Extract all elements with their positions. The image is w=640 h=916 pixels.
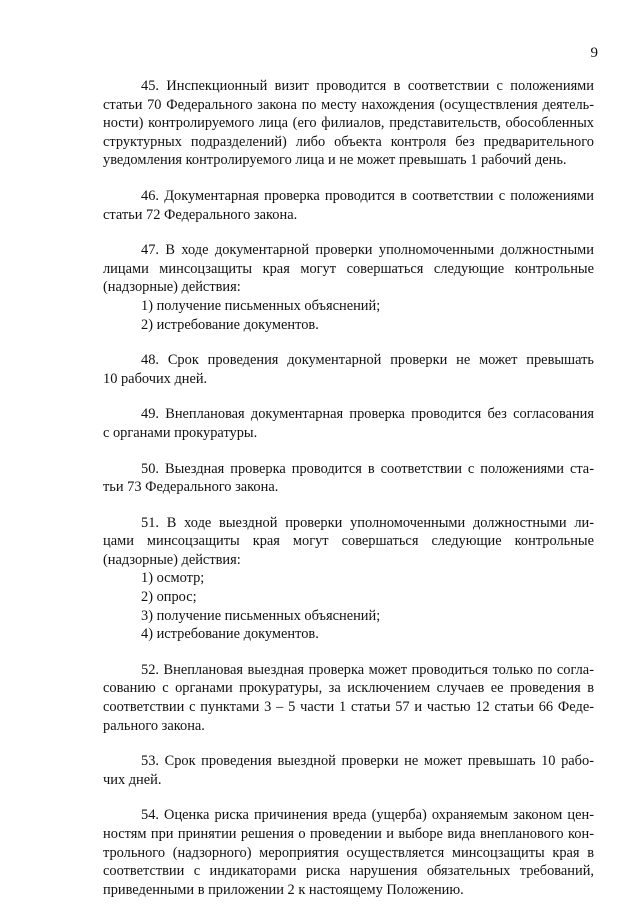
paragraph-line: 45. Инспекционный визит проводится в соответствии с положениями	[141, 78, 594, 94]
paragraph-46	[103, 187, 594, 224]
paragraph-line: цами минсоцзащиты края могут совершаться следующие контрольные	[103, 533, 594, 550]
paragraph-line: 10 рабочих дней.	[103, 370, 208, 387]
document-body	[103, 77, 594, 916]
paragraph-line: рального закона.	[103, 717, 205, 734]
paragraph-48	[103, 351, 594, 388]
paragraph-line: трольного (надзорного) мероприятия осуществляется минсоцзащиты края в	[103, 844, 594, 861]
paragraph-53	[103, 752, 594, 789]
list-item: 1) получение письменных объяснений;	[141, 297, 381, 314]
paragraph-line: 51. В ходе выездной проверки уполномоченными должностными ли-	[141, 514, 594, 531]
paragraph-51	[103, 514, 594, 644]
paragraph-line: соответствии с индикаторами риска нарушения обязательных требований,	[103, 863, 594, 880]
paragraph-line: ностям при принятии решения о проведении и выборе вида внепланового кон-	[103, 826, 594, 842]
paragraph-line: сованию с органами прокуратуры, за исключением случаев ее проведения в	[103, 680, 594, 697]
paragraph-45	[103, 77, 594, 170]
paragraph-line: соответствии с пунктами 3 – 5 части 1 статьи 57 и частью 12 статьи 66 Феде-	[103, 699, 594, 716]
paragraph-line: 49. Внеплановая документарная проверка проводится без согласования	[141, 406, 594, 423]
paragraph-line: 54. Оценка риска причинения вреда (ущерба) охраняемым законом цен-	[141, 807, 594, 824]
paragraph-52	[103, 661, 594, 735]
paragraph-line: структурных подразделений) либо объекта контроля без предварительного	[103, 133, 594, 150]
paragraph-line: 50. Выездная проверка проводится в соответствии с положениями ста-	[141, 460, 594, 477]
paragraph-line: (надзорные) действия:	[103, 279, 241, 296]
paragraph-line: 46. Документарная проверка проводится в соответствии с положениями	[141, 187, 594, 204]
paragraph-line: 53. Срок проведения выездной проверки не может превышать 10 рабо-	[141, 753, 594, 770]
paragraph-line: статьи 70 Федерального закона по месту нахождения (осуществления деятель-	[103, 96, 594, 113]
paragraph-line: 48. Срок проведения документарной проверки не может превышать	[141, 352, 594, 369]
paragraph-line: приведенными в приложении 2 к настоящему Положению.	[103, 881, 464, 898]
paragraph-47	[103, 241, 594, 334]
paragraph-line: тьи 73 Федерального закона.	[103, 479, 279, 496]
list-item: 4) истребование документов.	[141, 626, 319, 643]
paragraph-line: 52. Внеплановая выездная проверка может проводиться только по согла-	[141, 661, 594, 678]
paragraph-line: с органами прокуратуры.	[103, 424, 258, 441]
paragraph-line: лицами минсоцзащиты края могут совершаться следующие контрольные	[103, 260, 594, 277]
list-item: 2) истребование документов.	[141, 316, 319, 333]
paragraph-54	[103, 806, 594, 899]
list-item: 1) осмотр;	[141, 570, 205, 587]
paragraph-line: статьи 72 Федерального закона.	[103, 206, 298, 223]
paragraph-line: ности) контролируемого лица (его филиалов, представительств, обособленных	[103, 115, 594, 132]
paragraph-line: (надзорные) действия:	[103, 551, 241, 568]
paragraph-49	[103, 405, 594, 442]
paragraph-line: чих дней.	[103, 771, 162, 788]
paragraph-line: 47. В ходе документарной проверки уполномоченными должностными	[141, 242, 594, 259]
page-number: 9	[590, 45, 598, 61]
list-item: 3) получение письменных объяснений;	[141, 607, 381, 624]
list-item: 2) опрос;	[141, 589, 197, 606]
paragraph-50	[103, 460, 594, 497]
paragraph-line: уведомления контролируемого лица и не может превышать 1 рабочий день.	[103, 152, 567, 169]
